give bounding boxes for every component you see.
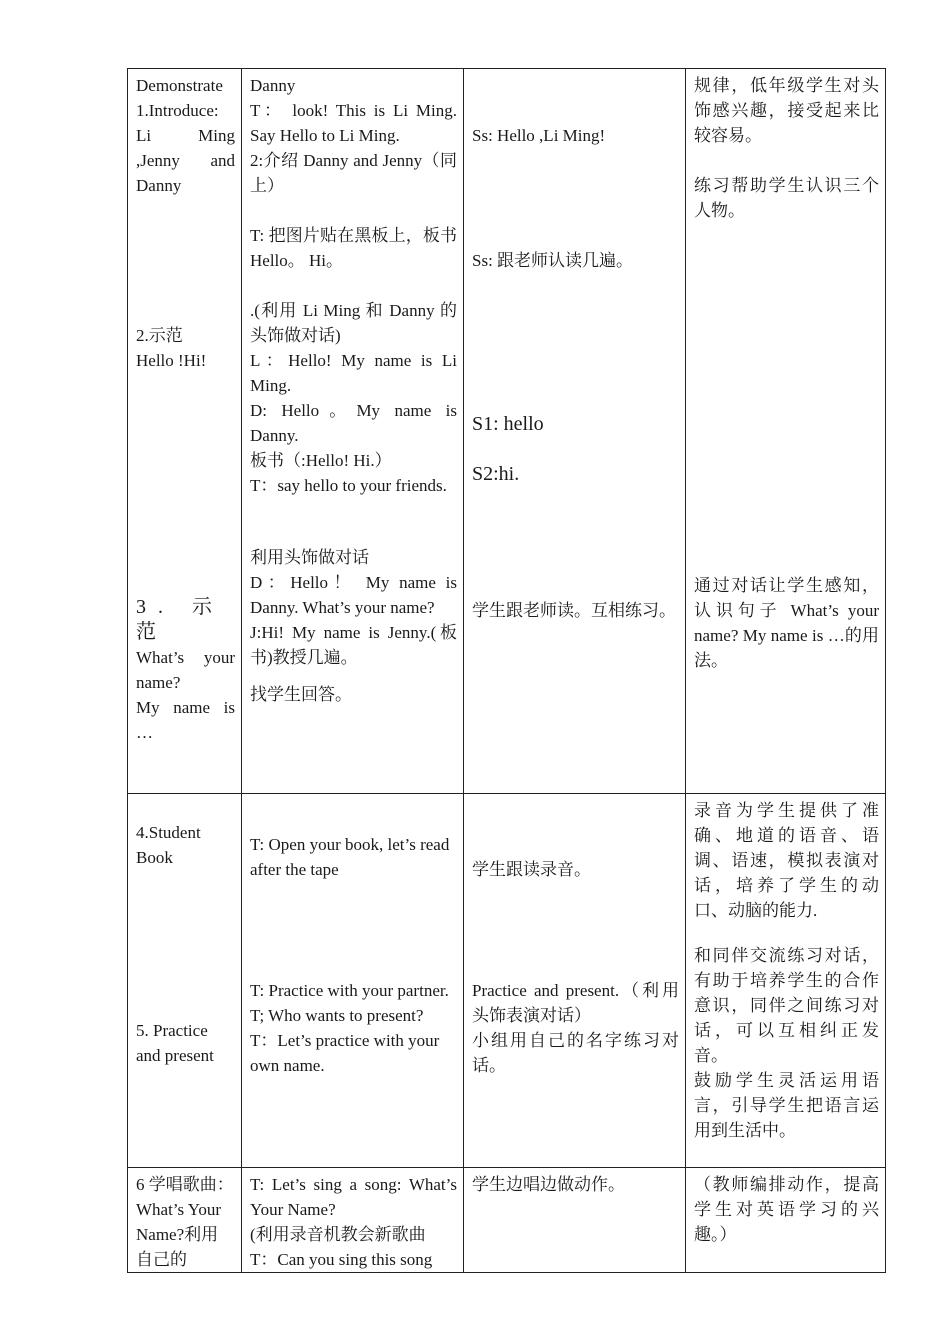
teacher-activity-cell xyxy=(242,794,464,1168)
teacher-text: T: Practice with your partner. xyxy=(250,981,449,1000)
purpose-cell xyxy=(686,69,886,794)
purpose-text: 通过对话让学生感知，认识句子 What’s your name? My name is …的用法。 xyxy=(694,576,879,670)
step-text: 2.示范 xyxy=(136,326,183,345)
purpose-text: 和同伴交流练习对话，有助于培养学生的合作意识，同伴之间练习对话，可以互相纠正发音。 xyxy=(694,946,879,1065)
teacher-text: D: Hello。My name is Danny. xyxy=(250,401,457,445)
step-cell xyxy=(128,1168,242,1273)
purpose-text: 规律，低年级学生对头饰感兴趣，接受起来比较容易。 xyxy=(694,76,879,145)
purpose-text: 录音为学生提供了准确、地道的语音、语调、语速，模拟表演对话，培养了学生的动口、动脑的能力. xyxy=(694,801,879,920)
teacher-text: 找学生回答。 xyxy=(250,685,352,704)
step-text: What’s your name? xyxy=(136,648,235,692)
teacher-text: 板书（:Hello! Hi.） xyxy=(250,451,392,470)
teacher-text: L：Hello! My name is Li Ming. xyxy=(250,351,457,395)
table-row xyxy=(128,69,886,794)
student-text: Ss: 跟老师认读几遍。 xyxy=(472,251,634,270)
step-text: 4.Student Book xyxy=(136,823,201,867)
step-text: 3. 示 范 xyxy=(136,596,224,643)
teacher-activity-cell xyxy=(242,69,464,794)
step-cell xyxy=(128,69,242,794)
step-text: Demonstrate xyxy=(136,76,223,95)
student-activity-cell xyxy=(464,69,686,794)
purpose-text: 练习帮助学生认识三个人物。 xyxy=(694,176,879,220)
teacher-text: T; Who wants to present? xyxy=(250,1006,424,1025)
teacher-text: 2:介绍 Danny and Jenny（同上） xyxy=(250,151,457,195)
teacher-text: 利用头饰做对话 xyxy=(250,548,369,567)
teacher-text: T：Can you sing this song xyxy=(250,1250,433,1269)
student-text: Ss: Hello ,Li Ming! xyxy=(472,126,606,145)
step-text: My name is … xyxy=(136,698,235,742)
student-text: Practice and present.（利用头饰表演对话） xyxy=(472,981,679,1025)
lesson-plan-table xyxy=(127,68,886,1273)
teacher-text: .(利用 Li Ming 和 Danny 的头饰做对话) xyxy=(250,301,457,345)
teacher-text: T：say hello to your friends. xyxy=(250,476,447,495)
teacher-text: Danny xyxy=(250,76,296,95)
student-text: 学生边唱边做动作。 xyxy=(472,1175,625,1194)
purpose-cell xyxy=(686,1168,886,1273)
student-text: 小组用自己的名字练习对话。 xyxy=(472,1031,679,1075)
teacher-text: T：Let’s practice with your own name. xyxy=(250,1031,440,1075)
table-row xyxy=(128,794,886,1168)
student-text: 学生跟老师读。互相练习。 xyxy=(472,601,676,620)
purpose-text: （教师编排动作，提高学生对英语学习的兴趣。） xyxy=(694,1175,879,1244)
table-row xyxy=(128,1168,886,1273)
teacher-text: T: Let’s sing a song: What’s Your Name? xyxy=(250,1175,457,1219)
purpose-cell xyxy=(686,794,886,1168)
step-text: 5. Practice and present xyxy=(136,1021,214,1065)
step-text: 1.Introduce: Li Ming ,Jenny and Danny xyxy=(136,101,235,195)
teacher-text: T: 把图片贴在黑板上，板书 Hello。 Hi。 xyxy=(250,226,457,270)
student-text: S1: hello xyxy=(472,413,544,435)
student-text: 学生跟读录音。 xyxy=(472,860,591,879)
teacher-text: J:Hi! My name is Jenny.(板书)教授几遍。 xyxy=(250,623,457,667)
teacher-text: T： look! This is Li Ming. Say Hello to Li Ming. xyxy=(250,101,457,145)
teacher-text: D：Hello！ My name is Danny. What’s your name? xyxy=(250,573,457,617)
student-activity-cell xyxy=(464,1168,686,1273)
step-cell xyxy=(128,794,242,1168)
step-text: Hello !Hi! xyxy=(136,351,207,370)
teacher-text: T: Open your book, let’s read after the tape xyxy=(250,835,450,879)
teacher-activity-cell xyxy=(242,1168,464,1273)
teacher-text: (利用录音机教会新歌曲 xyxy=(250,1225,426,1244)
step-text: 6 学唱歌曲：What’s Your Name?利用自己的 xyxy=(136,1175,234,1269)
student-activity-cell xyxy=(464,794,686,1168)
student-text: S2:hi. xyxy=(472,463,520,485)
purpose-text: 鼓励学生灵活运用语言，引导学生把语言运用到生活中。 xyxy=(694,1071,879,1140)
